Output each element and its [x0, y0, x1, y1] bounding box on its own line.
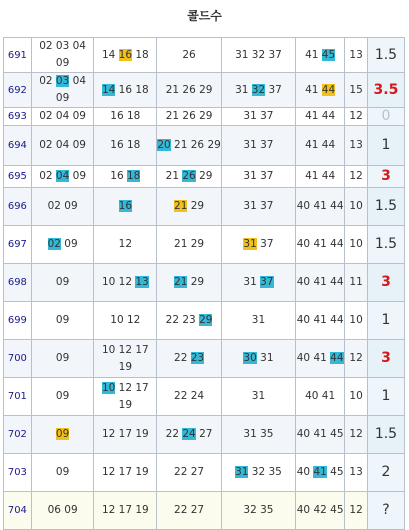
- number-text: 18: [132, 48, 149, 61]
- round-number: 703: [4, 454, 32, 492]
- round-number: 702: [4, 416, 32, 454]
- round-number: 700: [4, 340, 32, 378]
- table-row: [4, 166, 405, 188]
- score-value: ?: [382, 502, 390, 518]
- score-value: 1.5: [374, 46, 398, 63]
- number-text: 40 41: [296, 352, 331, 364]
- number-text: 13: [349, 48, 363, 61]
- table-row: [4, 378, 405, 416]
- number-text: 29: [187, 200, 205, 212]
- number-text: 12: [349, 110, 363, 122]
- number-text: 22 23: [165, 314, 200, 326]
- table-row: [4, 340, 405, 378]
- score-cell: [367, 166, 404, 188]
- col-c-cell: [157, 264, 222, 302]
- number-text: 16 18: [115, 83, 149, 96]
- number-text: 40 42 45: [296, 504, 344, 516]
- col-e-cell: [295, 378, 344, 416]
- score-cell: [367, 126, 404, 166]
- score-cell: [367, 38, 404, 73]
- highlight-yellow: 09: [55, 428, 70, 440]
- number-text: 06 09: [47, 504, 78, 516]
- col-e-cell: [295, 416, 344, 454]
- number-text: 22 27: [174, 466, 205, 478]
- table-row: [4, 492, 405, 530]
- number-text: 02 09: [47, 200, 78, 212]
- table-body: [4, 38, 405, 530]
- score-cell: [367, 416, 404, 454]
- col-d-cell: [221, 166, 295, 188]
- number-text: 40 41 44: [296, 238, 344, 250]
- highlight-blue: 24: [182, 428, 196, 440]
- table-row: [4, 226, 405, 264]
- round-number: 693: [4, 108, 32, 126]
- col-c-cell: [157, 454, 222, 492]
- number-text: 22: [165, 428, 183, 440]
- score-cell: [367, 302, 404, 340]
- col-f-cell: [345, 264, 368, 302]
- score-value: 2: [381, 464, 391, 480]
- number-text: 12: [349, 352, 363, 364]
- col-f-cell: [345, 108, 368, 126]
- number-text: 21: [165, 170, 183, 182]
- col-f-cell: [345, 492, 368, 530]
- col-b-cell: [94, 108, 157, 126]
- highlight-blue: 02: [47, 238, 61, 250]
- col-b-cell: [94, 73, 157, 108]
- number-text: 32 35: [243, 504, 274, 516]
- number-text: 02 03 04 09: [39, 40, 86, 69]
- number-text: 12: [349, 170, 363, 182]
- number-text: 09: [55, 314, 70, 326]
- col-c-cell: [157, 188, 222, 226]
- number-text: 26: [182, 48, 196, 61]
- col-d-cell: [221, 264, 295, 302]
- table-row: [4, 264, 405, 302]
- col-b-cell: [94, 302, 157, 340]
- score-cell: [367, 108, 404, 126]
- col-c-cell: [157, 73, 222, 108]
- number-text: 21 26 29: [170, 139, 221, 151]
- col-e-cell: [295, 454, 344, 492]
- number-text: 13: [349, 466, 363, 478]
- col-f-cell: [345, 378, 368, 416]
- col-b-cell: [94, 340, 157, 378]
- col-c-cell: [157, 126, 222, 166]
- score-cell: [367, 188, 404, 226]
- col-f-cell: [345, 340, 368, 378]
- score-value: 1: [381, 388, 391, 404]
- col-a-cell: [31, 378, 94, 416]
- number-text: 04 09: [55, 75, 86, 104]
- col-b-cell: [94, 38, 157, 73]
- table-row: [4, 416, 405, 454]
- round-number: 697: [4, 226, 32, 264]
- number-text: 27: [195, 428, 213, 440]
- score-cell: [367, 492, 404, 530]
- highlight-blue: 26: [182, 170, 196, 182]
- col-f-cell: [345, 416, 368, 454]
- number-text: 10: [349, 200, 363, 212]
- number-text: 12: [118, 238, 133, 250]
- number-text: 41 44: [305, 110, 336, 122]
- number-text: 40 41 44: [296, 276, 344, 288]
- highlight-blue: 23: [190, 352, 205, 364]
- col-c-cell: [157, 108, 222, 126]
- number-text: 11: [349, 276, 363, 288]
- number-text: 31 37: [243, 139, 274, 151]
- number-text: 40 41 45: [296, 428, 344, 440]
- score-value: 1.5: [374, 198, 398, 214]
- col-f-cell: [345, 454, 368, 492]
- highlight-blue: 20: [157, 139, 171, 151]
- col-d-cell: [221, 340, 295, 378]
- highlight-blue: 32: [251, 83, 266, 96]
- number-text: 02 04 09: [39, 110, 86, 122]
- number-text: 09: [60, 238, 78, 250]
- number-text: 02 04 09: [39, 139, 86, 151]
- page-title: 콜드수: [187, 9, 222, 23]
- number-text: 10 12: [110, 314, 141, 326]
- col-b-cell: [94, 378, 157, 416]
- round-number: 694: [4, 126, 32, 166]
- highlight-blue: 04: [55, 170, 70, 182]
- col-b-cell: [94, 188, 157, 226]
- table-row: [4, 38, 405, 73]
- col-c-cell: [157, 166, 222, 188]
- col-c-cell: [157, 340, 222, 378]
- score-cell: [367, 378, 404, 416]
- score-value: 1: [381, 312, 391, 328]
- table-row: [4, 108, 405, 126]
- col-c-cell: [157, 492, 222, 530]
- round-number: 695: [4, 166, 32, 188]
- score-cell: [367, 226, 404, 264]
- score-value: 3.5: [373, 81, 399, 98]
- round-number: 701: [4, 378, 32, 416]
- highlight-blue: 21: [174, 276, 188, 288]
- col-e-cell: [295, 108, 344, 126]
- highlight-blue: 41: [313, 466, 327, 478]
- number-text: 12 17 19: [101, 428, 149, 440]
- number-text: 02: [39, 170, 56, 182]
- col-d-cell: [221, 416, 295, 454]
- number-text: 29: [187, 276, 205, 288]
- round-number: 696: [4, 188, 32, 226]
- col-d-cell: [221, 226, 295, 264]
- col-f-cell: [345, 302, 368, 340]
- number-text: 31 37: [243, 200, 274, 212]
- col-e-cell: [295, 166, 344, 188]
- col-f-cell: [345, 226, 368, 264]
- highlight-blue: 29: [199, 314, 213, 326]
- score-value: 3: [381, 350, 391, 366]
- number-text: 45: [326, 466, 344, 478]
- number-text: 12 17 19: [115, 381, 149, 411]
- number-text: 10 12 17 19: [101, 343, 149, 373]
- col-e-cell: [295, 73, 344, 108]
- col-d-cell: [221, 188, 295, 226]
- number-text: 31 37: [243, 170, 274, 182]
- col-a-cell: [31, 226, 94, 264]
- col-d-cell: [221, 454, 295, 492]
- number-text: 16 18: [110, 110, 141, 122]
- col-f-cell: [345, 188, 368, 226]
- col-b-cell: [94, 492, 157, 530]
- highlight-blue: 31: [235, 466, 249, 478]
- col-a-cell: [31, 73, 94, 108]
- score-value: 1.5: [374, 426, 398, 442]
- number-text: 29: [195, 170, 213, 182]
- col-e-cell: [295, 126, 344, 166]
- number-text: 31: [251, 390, 266, 402]
- number-text: 32 35: [248, 466, 282, 478]
- number-text: 09: [55, 390, 70, 402]
- score-cell: [367, 340, 404, 378]
- score-value: 1.5: [374, 236, 398, 252]
- number-text: 09: [55, 466, 70, 478]
- col-b-cell: [94, 454, 157, 492]
- score-value: 3: [381, 274, 391, 290]
- number-text: 10 12: [101, 276, 136, 288]
- highlight-yellow: 44: [321, 83, 336, 96]
- number-text: 14: [101, 48, 119, 61]
- score-value: 1: [381, 137, 391, 153]
- number-text: 40 41: [305, 390, 336, 402]
- number-text: 37: [256, 238, 274, 250]
- col-e-cell: [295, 340, 344, 378]
- col-a-cell: [31, 492, 94, 530]
- number-text: 12: [349, 504, 363, 516]
- number-text: 41 44: [305, 170, 336, 182]
- col-a-cell: [31, 126, 94, 166]
- number-text: 21 26 29: [165, 83, 213, 96]
- col-b-cell: [94, 126, 157, 166]
- col-c-cell: [157, 378, 222, 416]
- highlight-blue: 30: [243, 352, 257, 364]
- score-cell: [367, 264, 404, 302]
- col-e-cell: [295, 264, 344, 302]
- number-text: 15: [349, 83, 363, 96]
- number-text: 22 24: [174, 390, 205, 402]
- number-text: 21 29: [174, 238, 205, 250]
- number-text: 10: [349, 238, 363, 250]
- number-text: 40 41 44: [296, 314, 344, 326]
- col-b-cell: [94, 166, 157, 188]
- round-number: 699: [4, 302, 32, 340]
- number-text: 12 17 19: [101, 504, 149, 516]
- highlight-blue: 10: [101, 381, 116, 394]
- table-row: [4, 126, 405, 166]
- col-a-cell: [31, 302, 94, 340]
- col-d-cell: [221, 302, 295, 340]
- number-text: 10: [349, 390, 363, 402]
- col-c-cell: [157, 226, 222, 264]
- number-text: 13: [349, 139, 363, 151]
- number-text: 10: [349, 314, 363, 326]
- col-a-cell: [31, 38, 94, 73]
- col-f-cell: [345, 126, 368, 166]
- round-number: 698: [4, 264, 32, 302]
- col-e-cell: [295, 302, 344, 340]
- number-text: 09: [55, 276, 70, 288]
- highlight-blue: 37: [260, 276, 274, 288]
- round-number: 692: [4, 73, 32, 108]
- col-e-cell: [295, 38, 344, 73]
- number-text: 02: [39, 75, 56, 87]
- col-d-cell: [221, 378, 295, 416]
- col-c-cell: [157, 302, 222, 340]
- cold-number-table: [3, 37, 405, 530]
- col-b-cell: [94, 264, 157, 302]
- col-a-cell: [31, 188, 94, 226]
- number-text: 31: [235, 83, 252, 96]
- number-text: 37: [265, 83, 282, 96]
- col-d-cell: [221, 108, 295, 126]
- col-d-cell: [221, 38, 295, 73]
- col-d-cell: [221, 126, 295, 166]
- col-f-cell: [345, 73, 368, 108]
- col-d-cell: [221, 73, 295, 108]
- number-text: 31: [256, 352, 274, 364]
- col-a-cell: [31, 454, 94, 492]
- number-text: 09: [69, 170, 86, 182]
- col-a-cell: [31, 340, 94, 378]
- highlight-yellow: 21: [174, 200, 188, 212]
- highlight-blue: 14: [101, 83, 116, 96]
- col-a-cell: [31, 264, 94, 302]
- col-b-cell: [94, 226, 157, 264]
- col-b-cell: [94, 416, 157, 454]
- number-text: 31 35: [243, 428, 274, 440]
- number-text: 40 41 44: [296, 200, 344, 212]
- number-text: 16: [110, 170, 127, 182]
- col-c-cell: [157, 416, 222, 454]
- number-text: 22: [174, 352, 191, 364]
- highlight-blue: 18: [126, 170, 141, 182]
- score-value: 3: [381, 168, 391, 184]
- number-text: 31 32 37: [235, 48, 282, 61]
- highlight-blue: 45: [321, 48, 336, 61]
- number-text: 22 27: [174, 504, 205, 516]
- score-value: 0: [381, 108, 391, 124]
- number-text: 41: [305, 48, 322, 61]
- score-cell: [367, 73, 404, 108]
- table-row: [4, 302, 405, 340]
- col-e-cell: [295, 226, 344, 264]
- number-text: 41 44: [305, 139, 336, 151]
- number-text: 41: [305, 83, 322, 96]
- number-text: 12 17 19: [101, 466, 149, 478]
- round-number: 691: [4, 38, 32, 73]
- col-f-cell: [345, 38, 368, 73]
- table-row: [4, 454, 405, 492]
- col-e-cell: [295, 188, 344, 226]
- number-text: 21 26 29: [165, 110, 213, 122]
- col-c-cell: [157, 38, 222, 73]
- highlight-blue: 44: [330, 352, 344, 364]
- table-row: [4, 73, 405, 108]
- highlight-yellow: 16: [118, 48, 133, 61]
- col-a-cell: [31, 416, 94, 454]
- highlight-yellow: 31: [243, 238, 257, 250]
- highlight-blue: 03: [55, 75, 70, 87]
- number-text: 31: [243, 276, 261, 288]
- number-text: 40: [296, 466, 314, 478]
- number-text: 31: [251, 314, 266, 326]
- col-f-cell: [345, 166, 368, 188]
- round-number: 704: [4, 492, 32, 530]
- col-d-cell: [221, 492, 295, 530]
- number-text: 16 18: [110, 139, 141, 151]
- highlight-blue: 16: [118, 200, 133, 212]
- number-text: 31 37: [243, 110, 274, 122]
- col-e-cell: [295, 492, 344, 530]
- number-text: 12: [349, 428, 363, 440]
- number-text: 09: [55, 352, 70, 364]
- table-row: [4, 188, 405, 226]
- col-a-cell: [31, 166, 94, 188]
- col-a-cell: [31, 108, 94, 126]
- highlight-blue: 13: [135, 276, 149, 288]
- score-cell: [367, 454, 404, 492]
